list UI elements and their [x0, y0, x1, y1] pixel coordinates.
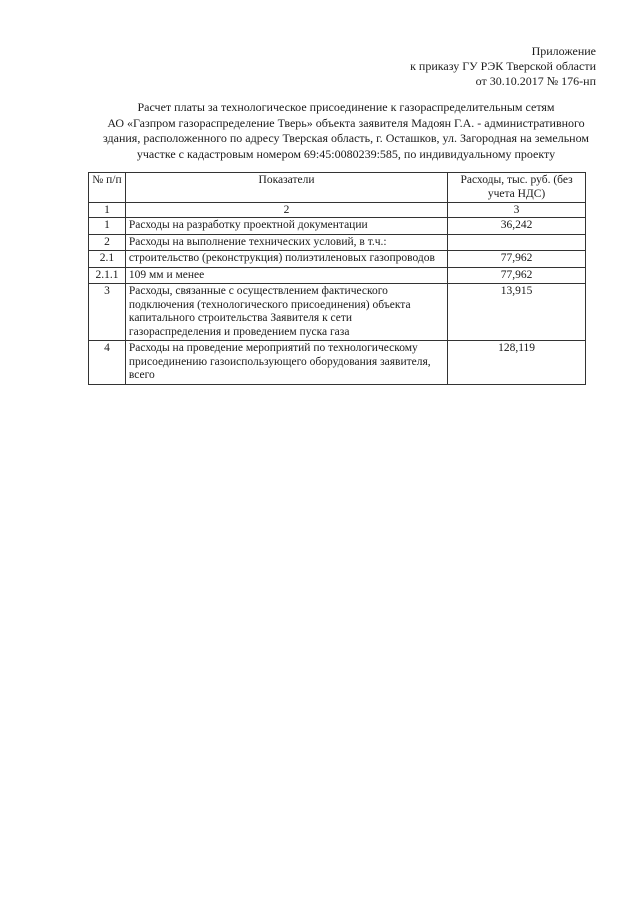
row-value: 128,119: [448, 341, 586, 385]
column-index-row: [89, 203, 586, 218]
document-heading: [90, 100, 602, 162]
heading-line-1: Расчет платы за технологическое присоединение к газораспределительным сетям: [137, 100, 555, 114]
row-value: 36,242: [448, 218, 586, 235]
row-indicator: Расходы на разработку проектной документации: [125, 218, 447, 235]
row-value: 77,962: [448, 267, 586, 284]
table-row: [89, 284, 586, 341]
row-value: [448, 234, 586, 251]
row-number: 2.1.1: [89, 267, 126, 284]
row-number: 2: [89, 234, 126, 251]
appendix-title: Приложение: [531, 44, 596, 58]
table-row: [89, 267, 586, 284]
table-header-row: [89, 173, 586, 203]
heading-line-2: АО «Газпром газораспределение Тверь» объекта заявителя Мадоян Г.А. - административного: [107, 115, 585, 130]
row-indicator: Расходы на проведение мероприятий по технологическому присоединению газоиспользующего оборудования заявителя, всего: [125, 341, 447, 385]
row-value: 77,962: [448, 251, 586, 268]
row-number: 3: [89, 284, 126, 341]
index-number: 1: [89, 203, 126, 218]
index-value: 3: [448, 203, 586, 218]
appendix-order-ref: к приказу ГУ РЭК Тверской области: [410, 59, 596, 73]
table-row: [89, 234, 586, 251]
appendix-block: [410, 44, 596, 89]
index-indicator: 2: [125, 203, 447, 218]
table-row: [89, 218, 586, 235]
heading-line-4: участке с кадастровым номером 69:45:0080239:585, по индивидуальному проекту: [136, 146, 556, 161]
row-value: 13,915: [448, 284, 586, 341]
cost-table: [88, 172, 586, 385]
row-indicator: Расходы, связанные с осуществлением фактического подключения (технологического присоединения) объекта капитального строительства Заявителя к сети газораспределения и проведением пуска газа: [125, 284, 447, 341]
row-indicator: строительство (реконструкция) полиэтиленовых газопроводов: [125, 251, 447, 268]
header-value: Расходы, тыс. руб. (без учета НДС): [448, 173, 586, 203]
row-indicator: 109 мм и менее: [125, 267, 447, 284]
row-number: 2.1: [89, 251, 126, 268]
table-row: [89, 251, 586, 268]
table-row: [89, 341, 586, 385]
row-indicator: Расходы на выполнение технических условий, в т.ч.:: [125, 234, 447, 251]
heading-line-3: здания, расположенного по адресу Тверская область, г. Осташков, ул. Загородная на земельном: [103, 131, 589, 145]
row-number: 1: [89, 218, 126, 235]
header-number: № п/п: [89, 173, 126, 203]
row-number: 4: [89, 341, 126, 385]
header-indicator: Показатели: [125, 173, 447, 203]
appendix-order-date: от 30.10.2017 № 176-нп: [475, 74, 596, 88]
